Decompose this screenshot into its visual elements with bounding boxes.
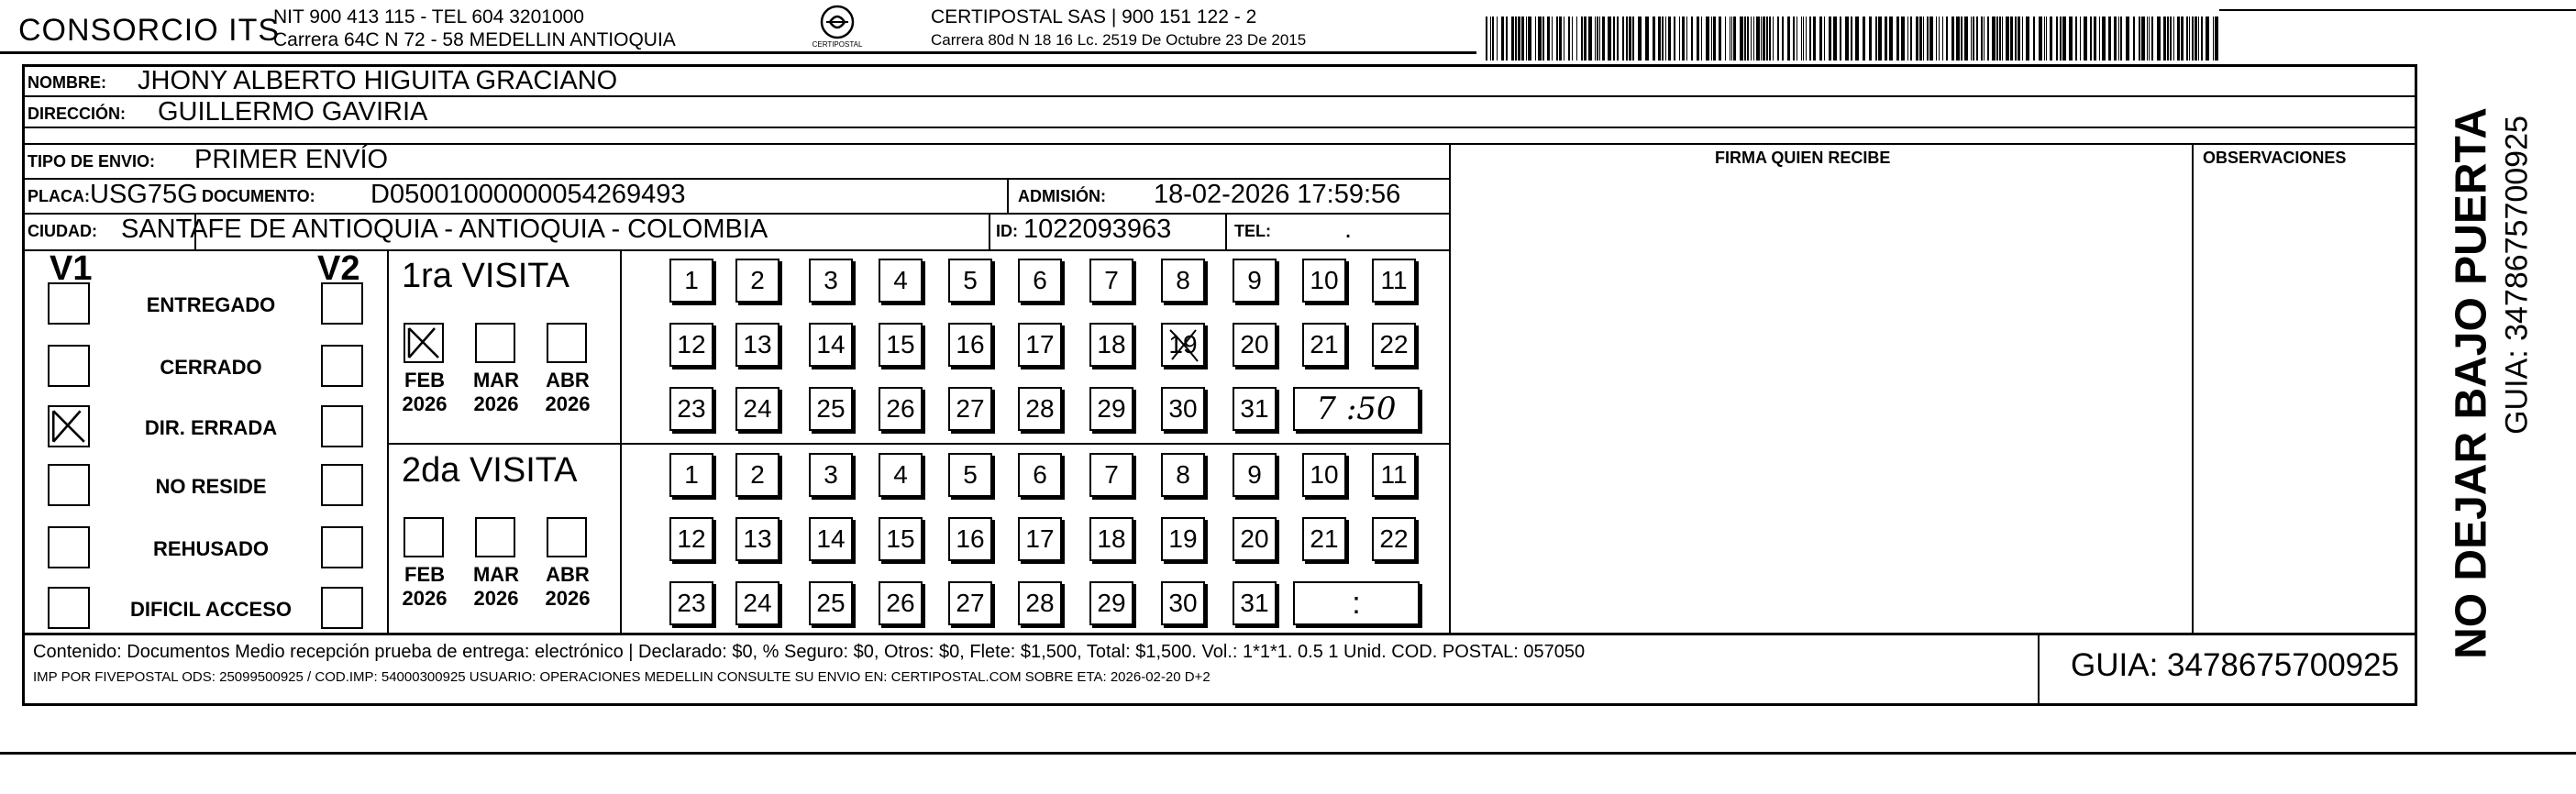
second-visit-time[interactable] (1293, 581, 1420, 625)
second-visit-day-27[interactable]: 27 (948, 581, 992, 625)
first-visit-day-22[interactable]: 22 (1372, 323, 1416, 367)
first-visit-day-27[interactable]: 27 (948, 387, 992, 431)
company-nit: NIT 900 413 115 - TEL 604 3201000 (273, 6, 584, 28)
first-visit-day-18[interactable]: 18 (1089, 323, 1133, 367)
col-line (1007, 178, 1009, 213)
second-visit-month-checkbox[interactable] (475, 517, 515, 557)
second-visit-day-2[interactable]: 2 (735, 453, 779, 497)
header-rule (0, 51, 1476, 54)
nombre-value: JHONY ALBERTO HIGUITA GRACIANO (138, 66, 618, 95)
second-visit-day-19[interactable]: 19 (1161, 517, 1205, 561)
second-visit-day-23[interactable]: 23 (669, 581, 713, 625)
first-visit-time[interactable] (1293, 387, 1420, 431)
second-visit-day-26[interactable]: 26 (879, 581, 923, 625)
second-visit-day-9[interactable]: 9 (1233, 453, 1277, 497)
first-visit-month-label (536, 369, 600, 416)
second-visit-day-17[interactable]: 17 (1018, 517, 1062, 561)
certipostal-nit: CERTIPOSTAL SAS | 900 151 122 - 2 (931, 6, 1257, 28)
first-visit-day-7[interactable]: 7 (1089, 259, 1133, 303)
tel-value: . (1344, 215, 1353, 244)
second-visit-day-6[interactable]: 6 (1018, 453, 1062, 497)
first-visit-day-8[interactable]: 8 (1161, 259, 1205, 303)
first-visit-month-label (392, 369, 457, 416)
first-visit-month-checkbox[interactable] (547, 323, 587, 363)
month-name: MAR (472, 369, 520, 391)
status-v1-checkbox[interactable] (48, 405, 90, 447)
no-dejar-warning: NO DEJAR BAJO PUERTA (2447, 107, 2496, 659)
second-visit-month-checkbox[interactable] (547, 517, 587, 557)
month-year: 2026 (402, 392, 448, 415)
id-value: 1022093963 (1023, 215, 1172, 244)
month-name: FEB (404, 563, 445, 586)
side-guia-number: GUIA: 3478675700925 (2499, 116, 2535, 435)
first-visit-day-5[interactable]: 5 (948, 259, 992, 303)
first-visit-day-13[interactable]: 13 (735, 323, 779, 367)
first-visit-day-10[interactable]: 10 (1302, 259, 1346, 303)
second-visit-day-20[interactable]: 20 (1233, 517, 1277, 561)
first-visit-month-label (464, 369, 528, 416)
second-visit-day-12[interactable]: 12 (669, 517, 713, 561)
second-visit-day-28[interactable]: 28 (1018, 581, 1062, 625)
first-visit-day-25[interactable]: 25 (809, 387, 853, 431)
first-visit-day-11[interactable]: 11 (1372, 259, 1416, 303)
first-visit-day-16[interactable]: 16 (948, 323, 992, 367)
second-visit-day-24[interactable]: 24 (735, 581, 779, 625)
first-visit-title (402, 257, 569, 296)
second-visit-day-11[interactable]: 11 (1372, 453, 1416, 497)
first-visit-text: 1ra VISITA (402, 257, 570, 295)
col-line (1449, 143, 1451, 633)
direccion-label: DIRECCIÓN: (28, 105, 126, 123)
col-line (989, 213, 990, 249)
second-visit-day-16[interactable]: 16 (948, 517, 992, 561)
tel-label: TEL: (1234, 222, 1271, 240)
status-v2-checkbox[interactable] (321, 464, 363, 506)
first-visit-day-20[interactable]: 20 (1233, 323, 1277, 367)
first-visit-day-9[interactable]: 9 (1233, 259, 1277, 303)
second-visit-day-1[interactable]: 1 (669, 453, 713, 497)
second-visit-day-15[interactable]: 15 (879, 517, 923, 561)
company-address: Carrera 64C N 72 - 58 MEDELLIN ANTIOQUIA (273, 29, 676, 50)
direccion-value: GUILLERMO GAVIRIA (158, 97, 428, 127)
barcode (1486, 17, 2219, 61)
status-v2-checkbox[interactable] (321, 526, 363, 568)
second-visit-day-13[interactable]: 13 (735, 517, 779, 561)
month-year: 2026 (545, 587, 591, 610)
first-visit-day-26[interactable]: 26 (879, 387, 923, 431)
v2-header: V2 (317, 249, 360, 288)
first-visit-day-29[interactable]: 29 (1089, 387, 1133, 431)
row-line (387, 443, 1449, 445)
first-visit-day-28[interactable]: 28 (1018, 387, 1062, 431)
second-visit-month-label (536, 563, 600, 611)
second-visit-day-30[interactable]: 30 (1161, 581, 1205, 625)
second-visit-day-21[interactable]: 21 (1302, 517, 1346, 561)
month-name: MAR (472, 563, 520, 586)
month-year: 2026 (473, 392, 519, 415)
first-visit-day-21[interactable]: 21 (1302, 323, 1346, 367)
col-line (620, 249, 622, 633)
first-visit-day-6[interactable]: 6 (1018, 259, 1062, 303)
second-visit-day-4[interactable]: 4 (879, 453, 923, 497)
firma-header: FIRMA QUIEN RECIBE (1715, 149, 1891, 167)
second-visit-day-14[interactable]: 14 (809, 517, 853, 561)
col-line (1225, 213, 1227, 249)
second-visit-day-3[interactable]: 3 (809, 453, 853, 497)
certipostal-address: Carrera 80d N 18 16 Lc. 2519 De Octubre 23 De 2015 (931, 31, 1307, 49)
certipostal-logo (796, 4, 879, 59)
status-v1-checkbox[interactable] (48, 526, 90, 568)
admision-label: ADMISIÓN: (1018, 187, 1106, 205)
status-v1-checkbox[interactable] (48, 464, 90, 506)
placa-label: PLACA: (28, 187, 90, 205)
v1-header: V1 (50, 249, 93, 288)
status-label: ENTREGADO (146, 293, 276, 316)
status-v1-checkbox[interactable] (48, 282, 90, 325)
company-contact (273, 6, 676, 51)
guia-number: GUIA: 3478675700925 (2071, 647, 2400, 683)
first-visit-time-value: 7 :50 (1316, 391, 1397, 427)
col-line (387, 249, 389, 633)
first-visit-day-24[interactable]: 24 (735, 387, 779, 431)
admision-value: 18-02-2026 17:59:56 (1154, 180, 1401, 209)
tipo-envio-value: PRIMER ENVÍO (194, 145, 389, 174)
status-label: NO RESIDE (155, 475, 267, 498)
nombre-label: NOMBRE: (28, 73, 106, 92)
second-visit-text: 2da VISITA (402, 451, 578, 490)
second-visit-day-8[interactable]: 8 (1161, 453, 1205, 497)
first-visit-day-12[interactable]: 12 (669, 323, 713, 367)
header-rule-right (2219, 9, 2576, 11)
second-visit-title (402, 451, 578, 491)
first-visit-day-1[interactable]: 1 (669, 259, 713, 303)
status-label: REHUSADO (153, 537, 269, 560)
col-line (2038, 633, 2040, 706)
certipostal-contact (931, 6, 1306, 51)
second-visit-day-31[interactable]: 31 (1233, 581, 1277, 625)
first-visit-month-checkbox[interactable] (404, 323, 444, 363)
first-visit-day-15[interactable]: 15 (879, 323, 923, 367)
second-visit-month-checkbox[interactable] (404, 517, 444, 557)
month-year: 2026 (545, 392, 591, 415)
row-line (22, 633, 2417, 635)
second-visit-month-label (464, 563, 528, 611)
first-visit-day-23[interactable]: 23 (669, 387, 713, 431)
observaciones-header: OBSERVACIONES (2203, 149, 2347, 167)
documento-value: D05001000000054269493 (370, 180, 686, 209)
second-visit-day-5[interactable]: 5 (948, 453, 992, 497)
second-visit-day-18[interactable]: 18 (1089, 517, 1133, 561)
status-label: DIR. ERRADA (144, 416, 278, 439)
col-line (2192, 143, 2194, 633)
id-label: ID: (996, 222, 1018, 240)
status-v1-checkbox[interactable] (48, 587, 90, 629)
month-name: FEB (404, 369, 445, 391)
status-v2-checkbox[interactable] (321, 345, 363, 387)
first-visit-day-14[interactable]: 14 (809, 323, 853, 367)
impresion-line: IMP POR FIVEPOSTAL ODS: 25099500925 / COD.IMP: 54000300925 USUARIO: OPERACIONES MEDELLIN CONSULTE SU ENVIO EN: CERTIPOSTAL.COM SOBRE ETA: 2026-02-20 D+2 (33, 669, 1211, 685)
second-visit-day-22[interactable]: 22 (1372, 517, 1416, 561)
status-v2-checkbox[interactable] (321, 282, 363, 325)
logo-text: CERTIPOSTAL (812, 40, 863, 49)
month-year: 2026 (473, 587, 519, 610)
ciudad-label: CIUDAD: (28, 222, 97, 240)
first-visit-day-4[interactable]: 4 (879, 259, 923, 303)
first-visit-day-17[interactable]: 17 (1018, 323, 1062, 367)
second-visit-day-29[interactable]: 29 (1089, 581, 1133, 625)
company-name: CONSORCIO ITS (18, 13, 281, 48)
first-visit-day-30[interactable]: 30 (1161, 387, 1205, 431)
contenido-line: Contenido: Documentos Medio recepción prueba de entrega: electrónico | Declarado: $0, % Seguro: $0, Otros: $0, Flete: $1,500, Total: $1,500. Vol.: 1*1*1. 0.5 1 Unid. COD. POSTAL: 057050 (33, 642, 1586, 662)
first-visit-day-3[interactable]: 3 (809, 259, 853, 303)
first-visit-day-19[interactable]: 19 (1161, 323, 1205, 367)
second-visit-time-value: : (1352, 586, 1361, 621)
status-v2-checkbox[interactable] (321, 587, 363, 629)
status-label: DIFICIL ACCESO (129, 598, 292, 621)
status-v2-checkbox[interactable] (321, 405, 363, 447)
status-label: CERRADO (160, 356, 262, 379)
first-visit-month-checkbox[interactable] (475, 323, 515, 363)
second-visit-month-label (392, 563, 457, 611)
second-visit-day-10[interactable]: 10 (1302, 453, 1346, 497)
status-v1-checkbox[interactable] (48, 345, 90, 387)
first-visit-day-31[interactable]: 31 (1233, 387, 1277, 431)
tipo-envio-label: TIPO DE ENVIO: (28, 152, 156, 171)
row-line (22, 249, 1449, 251)
cut-line (0, 752, 2576, 755)
month-name: ABR (546, 369, 590, 391)
first-visit-day-2[interactable]: 2 (735, 259, 779, 303)
month-year: 2026 (402, 587, 448, 610)
ciudad-value: SANTAFE DE ANTIOQUIA - ANTIOQUIA - COLOMBIA (121, 215, 768, 244)
month-name: ABR (546, 563, 590, 586)
second-visit-day-7[interactable]: 7 (1089, 453, 1133, 497)
second-visit-day-25[interactable]: 25 (809, 581, 853, 625)
documento-label: DOCUMENTO: (202, 187, 315, 205)
placa-value: USG75G (90, 180, 198, 209)
